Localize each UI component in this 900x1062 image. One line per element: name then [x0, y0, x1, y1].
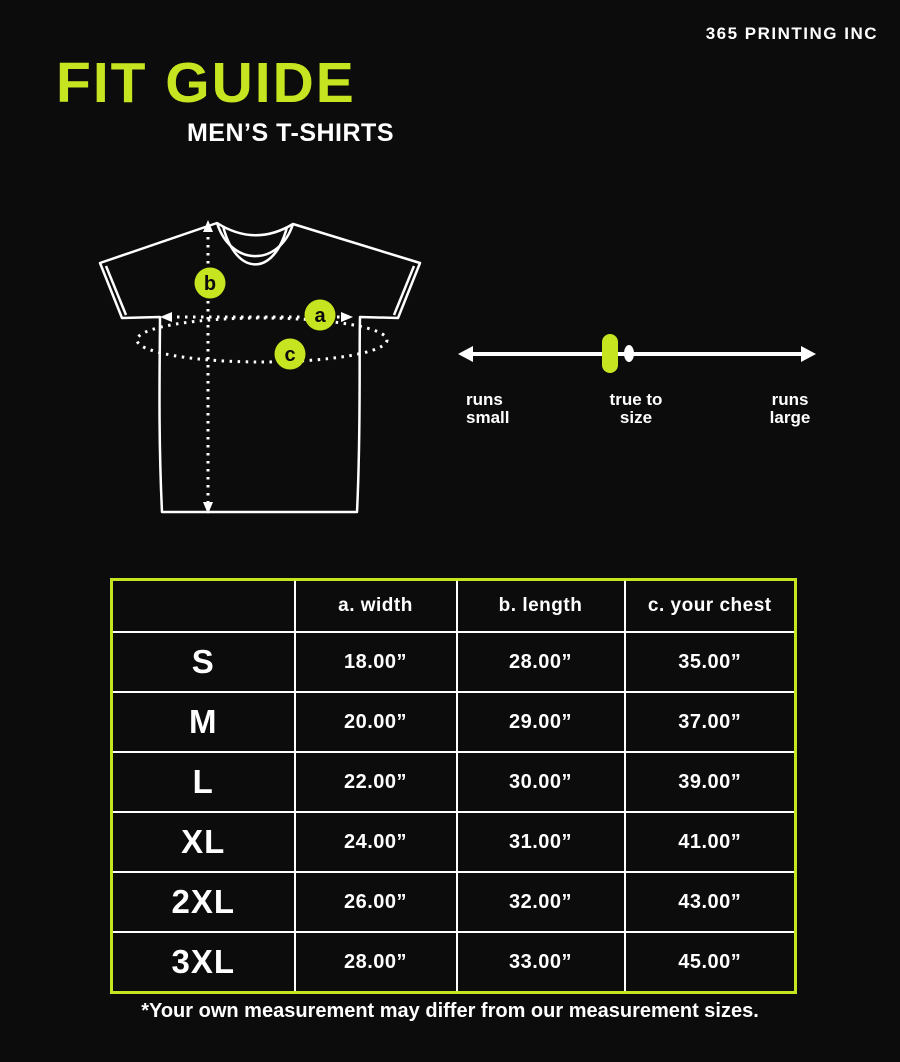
tshirt-outline: [100, 223, 420, 512]
footnote: *Your own measurement may differ from our measurement sizes.: [141, 1000, 759, 1022]
chest-cell: 35.00”: [625, 632, 796, 692]
page-subtitle: MEN’S T-SHIRTS: [186, 118, 394, 147]
right-cuff-line: [394, 266, 414, 315]
header-cell-chest: c. your chest: [625, 580, 796, 633]
fit-scale-labels: [456, 391, 818, 431]
scale-slider-thumb: [602, 334, 618, 373]
width-cell: 28.00”: [295, 932, 457, 993]
length-cell: 29.00”: [457, 692, 625, 752]
table-header-row: [112, 580, 796, 633]
header-cell-size: [112, 580, 295, 633]
table-row: [112, 692, 796, 752]
table-row: [112, 812, 796, 872]
chest-cell: 41.00”: [625, 812, 796, 872]
size-cell: L: [112, 752, 295, 812]
width-arrow-right-icon: [341, 312, 353, 322]
marker-b-label: b: [203, 273, 217, 295]
length-cell: 32.00”: [457, 872, 625, 932]
chest-cell: 43.00”: [625, 872, 796, 932]
scale-label-true-to-size: true to size: [609, 390, 663, 427]
size-cell: M: [112, 692, 295, 752]
size-cell: S: [112, 632, 295, 692]
chest-cell: 45.00”: [625, 932, 796, 993]
brand-text: 365 PRINTING INC: [705, 24, 878, 43]
header-cell-length: b. length: [457, 580, 625, 633]
length-cell: 30.00”: [457, 752, 625, 812]
page-title: FIT GUIDE: [56, 51, 356, 115]
chest-measure-ellipse: [137, 318, 387, 362]
scale-label-runs-large: runs large: [769, 390, 811, 427]
size-cell: XL: [112, 812, 295, 872]
table-row: [112, 752, 796, 812]
width-arrow-left-icon: [160, 312, 172, 322]
length-cell: 33.00”: [457, 932, 625, 993]
scale-arrow-left-icon: [458, 346, 473, 362]
width-cell: 18.00”: [295, 632, 457, 692]
scale-arrow-right-icon: [801, 346, 816, 362]
width-cell: 20.00”: [295, 692, 457, 752]
width-cell: 24.00”: [295, 812, 457, 872]
size-table: [110, 578, 797, 994]
length-cell: 31.00”: [457, 812, 625, 872]
table-row: [112, 632, 796, 692]
table-row: [112, 932, 796, 993]
header-cell-width: a. width: [295, 580, 457, 633]
tshirt-diagram: [85, 205, 435, 525]
size-cell: 3XL: [112, 932, 295, 993]
left-cuff-line: [106, 266, 126, 315]
length-cell: 28.00”: [457, 632, 625, 692]
scale-marker-dot: [624, 345, 634, 362]
table-row: [112, 872, 796, 932]
width-cell: 22.00”: [295, 752, 457, 812]
chest-cell: 39.00”: [625, 752, 796, 812]
size-cell: 2XL: [112, 872, 295, 932]
title-block: [56, 51, 394, 148]
marker-c-label: c: [284, 344, 296, 366]
scale-label-runs-small: runs small: [466, 390, 510, 427]
marker-a-label: a: [314, 305, 326, 327]
width-cell: 26.00”: [295, 872, 457, 932]
fit-scale: [456, 318, 818, 378]
chest-cell: 37.00”: [625, 692, 796, 752]
